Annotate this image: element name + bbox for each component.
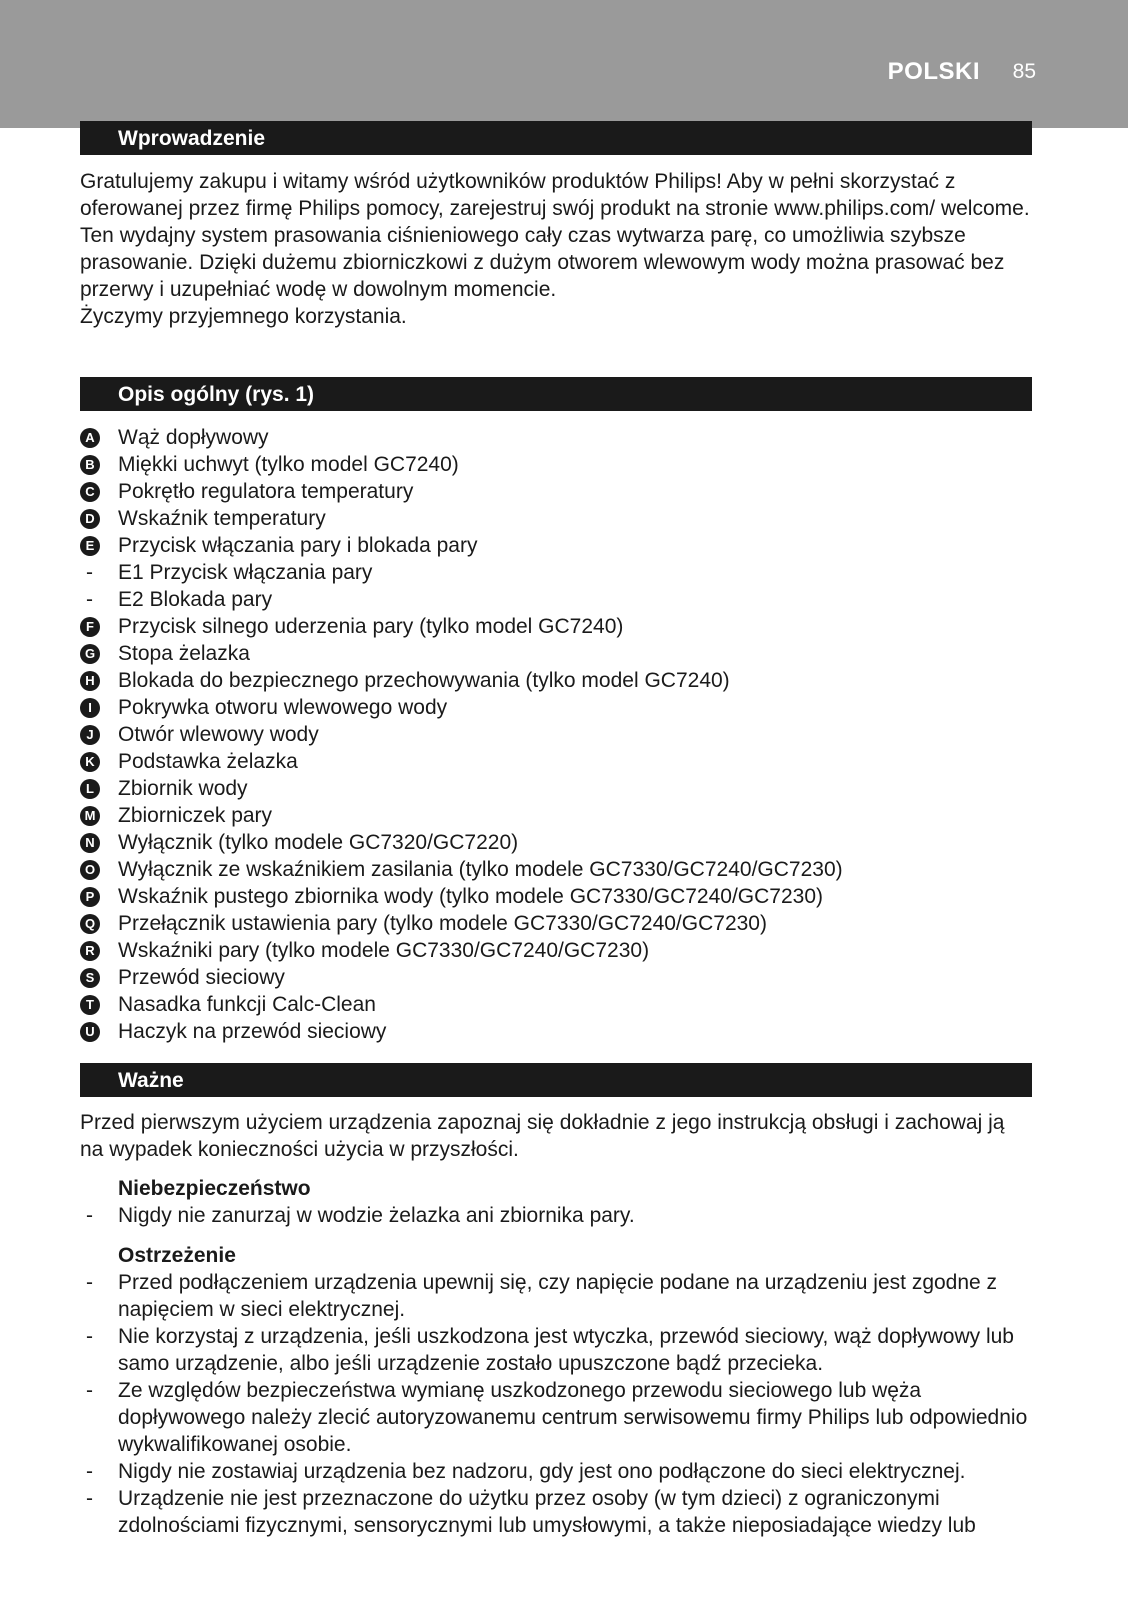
- language-label: POLSKI: [887, 58, 980, 85]
- letter-badge-icon: O: [80, 860, 100, 880]
- letter-badge-icon: L: [80, 779, 100, 799]
- letter-badge-icon: E: [80, 536, 100, 556]
- parts-list-text: Haczyk na przewód sieciowy: [118, 1020, 387, 1043]
- parts-list-text: Przycisk silnego uderzenia pary (tylko model GC7240): [118, 615, 624, 638]
- important-intro-paragraph: Przed pierwszym użyciem urządzenia zapoznaj się dokładnie z jego instrukcją obsługi i zachowaj ją na wypadek konieczności użycia w przyszłości.: [80, 1111, 1005, 1161]
- letter-badge-icon: N: [80, 833, 100, 853]
- bullet-list-item: [80, 1458, 1032, 1485]
- parts-list-item: [80, 748, 1032, 775]
- header-band: [0, 0, 1128, 128]
- bullet-list-item: [80, 1269, 1032, 1323]
- letter-badge-icon: F: [80, 617, 100, 637]
- danger-list: [80, 1202, 1032, 1229]
- page-number: 85: [1012, 60, 1036, 83]
- section-title-general: Opis ogólny (rys. 1): [80, 377, 1032, 411]
- parts-list-text: Nasadka funkcji Calc-Clean: [118, 993, 376, 1016]
- bullet-list-text: Ze względów bezpieczeństwa wymianę uszkodzonego przewodu sieciowego lub węża dopływowego należy zlecić autoryzowanemu centrum serwisowemu firmy Philips lub odpowiednio wykwalifikowanej osobie.: [118, 1379, 1028, 1456]
- parts-list: [80, 424, 1032, 1045]
- parts-list-text: E2 Blokada pary: [118, 588, 273, 611]
- parts-list-item: [80, 802, 1032, 829]
- letter-badge-icon: J: [80, 725, 100, 745]
- intro-paragraph: [80, 168, 1032, 330]
- parts-list-text: Wyłącznik (tylko modele GC7320/GC7220): [118, 831, 519, 854]
- parts-list-item: [80, 775, 1032, 802]
- parts-list-text: Wskaźniki pary (tylko modele GC7330/GC7240/GC7230): [118, 939, 650, 962]
- dash-marker: -: [86, 1271, 93, 1294]
- bullet-list-text: Nie korzystaj z urządzenia, jeśli uszkodzona jest wtyczka, przewód sieciowy, wąż dopływowy lub samo urządzenie, albo jeśli urządzenie zostało upuszczone bądź przecieka.: [118, 1325, 1014, 1375]
- bullet-list-item: [80, 1485, 1032, 1539]
- parts-list-text: Wskaźnik pustego zbiornika wody (tylko modele GC7330/GC7240/GC7230): [118, 885, 824, 908]
- parts-list-text: Otwór wlewowy wody: [118, 723, 319, 746]
- parts-list-item: [80, 883, 1032, 910]
- bullet-list-item: [80, 1377, 1032, 1458]
- parts-list-text: Blokada do bezpiecznego przechowywania (tylko model GC7240): [118, 669, 730, 692]
- bullet-list-text: Urządzenie nie jest przeznaczone do użytku przez osoby (w tym dzieci) z ograniczonymi zdolnościami fizycznymi, sensorycznymi lub umysłowymi, a także nieposiadające wiedzy lub: [118, 1487, 976, 1537]
- parts-list-text: Zbiorniczek pary: [118, 804, 273, 827]
- parts-list-item: [80, 424, 1032, 451]
- parts-list-item: [80, 451, 1032, 478]
- danger-heading: Niebezpieczeństwo: [118, 1177, 311, 1200]
- dash-marker: -: [86, 588, 93, 611]
- parts-list-item: [80, 721, 1032, 748]
- parts-list-text: Wskaźnik temperatury: [118, 507, 326, 530]
- dash-marker: -: [86, 1487, 93, 1510]
- section-title-important: Ważne: [80, 1063, 1032, 1097]
- letter-badge-icon: M: [80, 806, 100, 826]
- dash-marker: -: [86, 1379, 93, 1402]
- warning-heading: Ostrzeżenie: [118, 1244, 236, 1267]
- parts-list-text: E1 Przycisk włączania pary: [118, 561, 373, 584]
- parts-list-item: [80, 667, 1032, 694]
- parts-list-item: [80, 505, 1032, 532]
- bullet-list-text: Nigdy nie zostawiaj urządzenia bez nadzoru, gdy jest ono podłączone do sieci elektrycznej.: [118, 1460, 966, 1483]
- letter-badge-icon: U: [80, 1022, 100, 1042]
- letter-badge-icon: B: [80, 455, 100, 475]
- letter-badge-icon: I: [80, 698, 100, 718]
- letter-badge-icon: A: [80, 428, 100, 448]
- warning-list: [80, 1269, 1032, 1539]
- parts-list-text: Stopa żelazka: [118, 642, 250, 665]
- letter-badge-icon: T: [80, 995, 100, 1015]
- parts-list-text: Miękki uchwyt (tylko model GC7240): [118, 453, 459, 476]
- parts-list-text: Wąż dopływowy: [118, 426, 269, 449]
- parts-list-item: [80, 856, 1032, 883]
- parts-list-text: Przełącznik ustawienia pary (tylko modele GC7330/GC7240/GC7230): [118, 912, 767, 935]
- bullet-list-text: Nigdy nie zanurzaj w wodzie żelazka ani zbiornika pary.: [118, 1204, 635, 1227]
- parts-list-item: [80, 910, 1032, 937]
- letter-badge-icon: P: [80, 887, 100, 907]
- parts-list-item: [80, 640, 1032, 667]
- parts-list-item: [80, 1018, 1032, 1045]
- intro-line: Gratulujemy zakupu i witamy wśród użytkowników produktów Philips! Aby w pełni skorzystać z oferowanej przez firmę Philips pomocy, zarejestruj swój produkt na stronie www.philips.com/ welcome.: [80, 170, 1030, 220]
- parts-list-item: [80, 694, 1032, 721]
- bullet-list-text: Przed podłączeniem urządzenia upewnij się, czy napięcie podane na urządzeniu jest zgodne z napięciem w sieci elektrycznej.: [118, 1271, 998, 1321]
- parts-list-item: [80, 964, 1032, 991]
- letter-badge-icon: S: [80, 968, 100, 988]
- dash-marker: -: [86, 1204, 93, 1227]
- parts-list-item: [80, 559, 1032, 586]
- section-title-intro: Wprowadzenie: [80, 121, 1032, 155]
- parts-list-text: Wyłącznik ze wskaźnikiem zasilania (tylko modele GC7330/GC7240/GC7230): [118, 858, 843, 881]
- parts-list-item: [80, 991, 1032, 1018]
- letter-badge-icon: G: [80, 644, 100, 664]
- letter-badge-icon: R: [80, 941, 100, 961]
- parts-list-text: Pokrętło regulatora temperatury: [118, 480, 414, 503]
- parts-list-item: [80, 829, 1032, 856]
- letter-badge-icon: D: [80, 509, 100, 529]
- dash-marker: -: [86, 1460, 93, 1483]
- letter-badge-icon: C: [80, 482, 100, 502]
- parts-list-item: [80, 478, 1032, 505]
- parts-list-text: Podstawka żelazka: [118, 750, 298, 773]
- bullet-list-item: [80, 1202, 1032, 1229]
- parts-list-text: Zbiornik wody: [118, 777, 248, 800]
- intro-line: Ten wydajny system prasowania ciśnieniowego cały czas wytwarza parę, co umożliwia szybsze prasowanie. Dzięki dużemu zbiorniczkowi z dużym otworem wlewowym wody można prasować bez przerwy i uzupełniać wodę w dowolnym momencie.: [80, 224, 1005, 301]
- bullet-list-item: [80, 1323, 1032, 1377]
- dash-marker: -: [86, 561, 93, 584]
- dash-marker: -: [86, 1325, 93, 1348]
- parts-list-item: [80, 532, 1032, 559]
- parts-list-text: Przewód sieciowy: [118, 966, 285, 989]
- parts-list-item: [80, 937, 1032, 964]
- parts-list-text: Przycisk włączania pary i blokada pary: [118, 534, 478, 557]
- letter-badge-icon: Q: [80, 914, 100, 934]
- intro-line: Życzymy przyjemnego korzystania.: [80, 305, 407, 328]
- letter-badge-icon: K: [80, 752, 100, 772]
- parts-list-item: [80, 613, 1032, 640]
- letter-badge-icon: H: [80, 671, 100, 691]
- parts-list-text: Pokrywka otworu wlewowego wody: [118, 696, 448, 719]
- parts-list-item: [80, 586, 1032, 613]
